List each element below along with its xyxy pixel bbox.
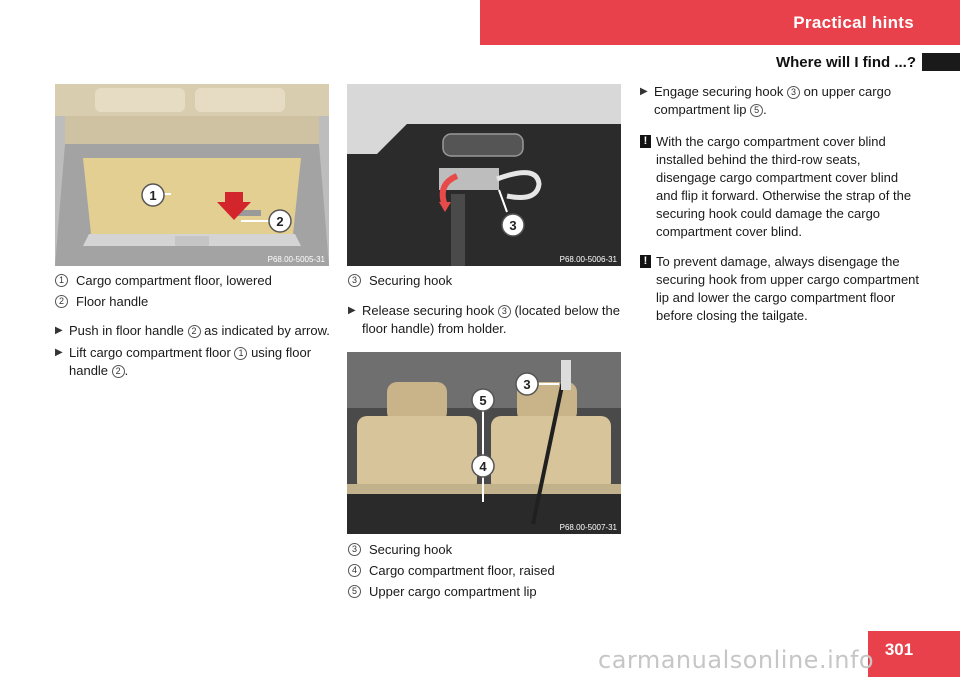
step-text: as indicated by arrow. — [200, 323, 330, 338]
column1-legend — [55, 272, 335, 314]
step-arrow-icon: ▶ — [55, 347, 63, 358]
column2-legend-b — [348, 541, 628, 604]
step-text: (located below the floor handle) from holder. — [362, 303, 620, 336]
step-arrow-icon: ▶ — [640, 86, 648, 97]
figure-callout: 2 — [276, 214, 284, 229]
step-arrow-icon: ▶ — [348, 305, 356, 316]
legend-number: 5 — [348, 585, 361, 598]
instruction-step — [55, 322, 335, 340]
cargo-floor-illustration — [55, 84, 329, 266]
legend-number: 3 — [348, 543, 361, 556]
warning-icon: ! — [640, 255, 651, 268]
legend-text: Cargo compartment floor, raised — [369, 563, 555, 578]
figure-callout: 1 — [149, 188, 157, 203]
figure-cargo-floor-raised — [347, 352, 621, 534]
step-reference: 5 — [750, 104, 763, 117]
legend-text: Upper cargo compartment lip — [369, 584, 537, 599]
column2-legend-a — [348, 272, 628, 293]
legend-number: 2 — [55, 295, 68, 308]
watermark: carmanualsonline.info — [598, 646, 875, 674]
step-text: Release securing hook — [362, 303, 498, 318]
step-reference: 2 — [112, 365, 125, 378]
step-arrow-icon: ▶ — [55, 325, 63, 336]
cargo-floor-raised-illustration — [347, 352, 621, 534]
step-text: Engage securing hook — [654, 84, 787, 99]
figure-code: P68.00-5007-31 — [559, 523, 617, 532]
legend-item — [348, 583, 628, 601]
page-number: 301 — [884, 640, 914, 659]
legend-text: Floor handle — [76, 294, 149, 309]
note-text: To prevent damage, always disengage the securing hook from upper cargo compartment lip and lower the cargo compartment floor before closing the tailgate. — [656, 254, 920, 323]
subsection-title: Where will I find ...? — [775, 54, 916, 71]
figure-code: P68.00-5006-31 — [559, 255, 617, 264]
warning-icon: ! — [640, 135, 651, 148]
legend-item — [348, 562, 628, 580]
legend-number: 4 — [348, 564, 361, 577]
column2-step — [348, 302, 628, 342]
legend-number: 1 — [55, 274, 68, 287]
figure-callout: 4 — [479, 459, 487, 474]
legend-text: Securing hook — [369, 273, 453, 288]
figure-securing-hook — [347, 84, 621, 266]
legend-text: Securing hook — [369, 542, 453, 557]
step-text: on upper cargo compartment lip — [654, 84, 892, 117]
step-text: Push in floor handle — [69, 323, 188, 338]
legend-item — [55, 272, 335, 290]
figure-cargo-floor-lowered — [55, 84, 329, 266]
legend-item — [348, 272, 628, 290]
instruction-step — [640, 83, 920, 119]
figure-callout: 3 — [523, 377, 531, 392]
chapter-tab-marker — [922, 53, 960, 71]
warning-note — [640, 253, 920, 325]
step-text: . — [763, 102, 767, 117]
instruction-step — [348, 302, 628, 338]
step-reference: 2 — [188, 325, 201, 338]
step-text: Lift cargo compartment floor — [69, 345, 235, 360]
figure-code: P68.00-5005-31 — [267, 255, 325, 264]
legend-item — [55, 293, 335, 311]
step-reference: 3 — [498, 305, 511, 318]
step-text: using floor handle — [69, 345, 312, 378]
figure-callout: 5 — [479, 393, 487, 408]
securing-hook-illustration — [347, 84, 621, 266]
figure-callout: 3 — [509, 218, 517, 233]
step-reference: 3 — [787, 86, 800, 99]
column1-steps — [55, 322, 335, 384]
step-reference: 1 — [234, 347, 247, 360]
legend-item — [348, 541, 628, 559]
column3-content — [640, 83, 920, 337]
section-title: Practical hints — [793, 13, 914, 32]
legend-text: Cargo compartment floor, lowered — [76, 273, 272, 288]
instruction-step — [55, 344, 335, 380]
warning-note — [640, 133, 920, 241]
step-text: . — [124, 363, 129, 378]
legend-number: 3 — [348, 274, 361, 287]
note-text: With the cargo compartment cover blind installed behind the third-row seats, disengage cargo compartment cover blind and flip it forward. Otherwise the strap of the securing hook could damage the cargo compartment cover blind. — [656, 134, 912, 239]
